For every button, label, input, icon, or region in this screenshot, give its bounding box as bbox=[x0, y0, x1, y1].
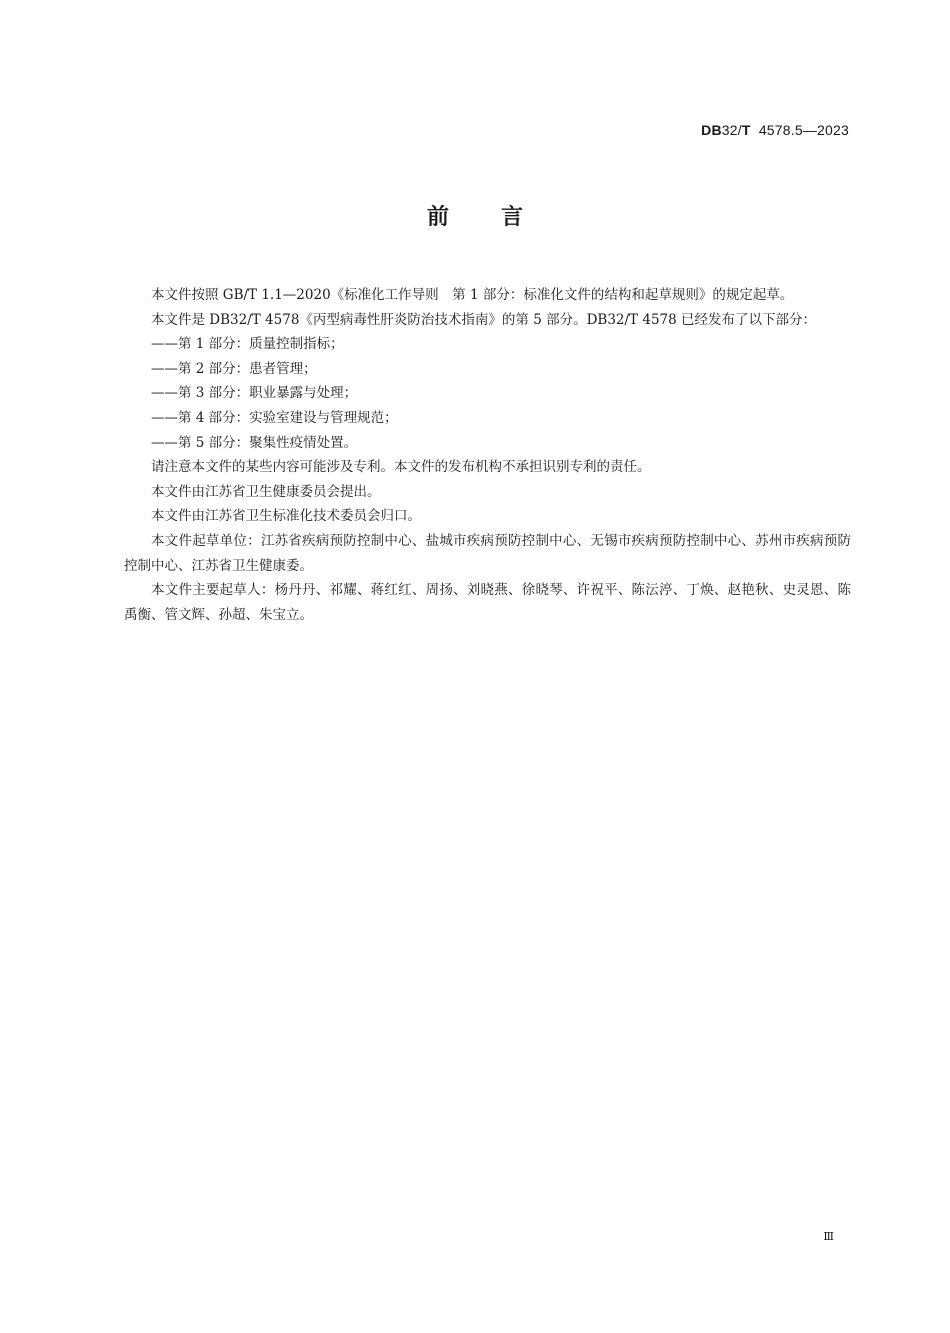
document-code-prefix: DB bbox=[701, 122, 722, 138]
paragraph-proposer: 本文件由江苏省卫生健康委员会提出。 bbox=[151, 483, 381, 500]
page-number: Ⅲ bbox=[823, 1230, 834, 1243]
document-code-number: 32 bbox=[721, 122, 738, 138]
list-item-part-1: ——第 1 部分：质量控制指标； bbox=[151, 336, 344, 353]
document-code-type: T bbox=[741, 122, 751, 138]
document-code-slash: / bbox=[737, 122, 742, 138]
list-item-part-5: ——第 5 部分：聚集性疫情处置。 bbox=[151, 434, 358, 451]
paragraph-drafting-rules: 本文件按照 GB/T 1.1—2020《标准化工作导则 第 1 部分：标准化文件的结构和起草规则》的规定起草。 bbox=[151, 287, 794, 303]
list-item-part-2: ——第 2 部分：患者管理； bbox=[151, 360, 317, 377]
foreword-body bbox=[124, 283, 851, 627]
paragraph-patent-notice: 请注意本文件的某些内容可能涉及专利。本文件的发布机构不承担识别专利的责任。 bbox=[151, 459, 651, 476]
list-item-part-4: ——第 4 部分：实验室建设与管理规范； bbox=[151, 409, 398, 426]
page-title: 前言 bbox=[426, 205, 575, 230]
document-code bbox=[701, 122, 849, 138]
list-item-part-3: ——第 3 部分：职业暴露与处理； bbox=[151, 385, 358, 402]
paragraph-committee: 本文件由江苏省卫生标准化技术委员会归口。 bbox=[151, 508, 421, 525]
paragraph-drafters: 本文件主要起草人：杨丹丹、祁耀、蒋红红、周扬、刘晓燕、徐晓琴、许祝平、陈沄渟、丁焕、赵艳秋、史灵恩、陈禹衡、管文辉、孙超、朱宝立。 bbox=[124, 582, 851, 623]
document-code-serial: 4578.5—2023 bbox=[750, 122, 849, 138]
paragraph-series-info: 本文件是 DB32/T 4578《丙型病毒性肝炎防治技术指南》的第 5 部分。DB32/T 4578 已经发布了以下部分： bbox=[151, 311, 816, 328]
paragraph-drafting-units: 本文件起草单位：江苏省疾病预防控制中心、盐城市疾病预防控制中心、无锡市疾病预防控制中心、苏州市疾病预防控制中心、江苏省卫生健康委。 bbox=[124, 532, 851, 574]
